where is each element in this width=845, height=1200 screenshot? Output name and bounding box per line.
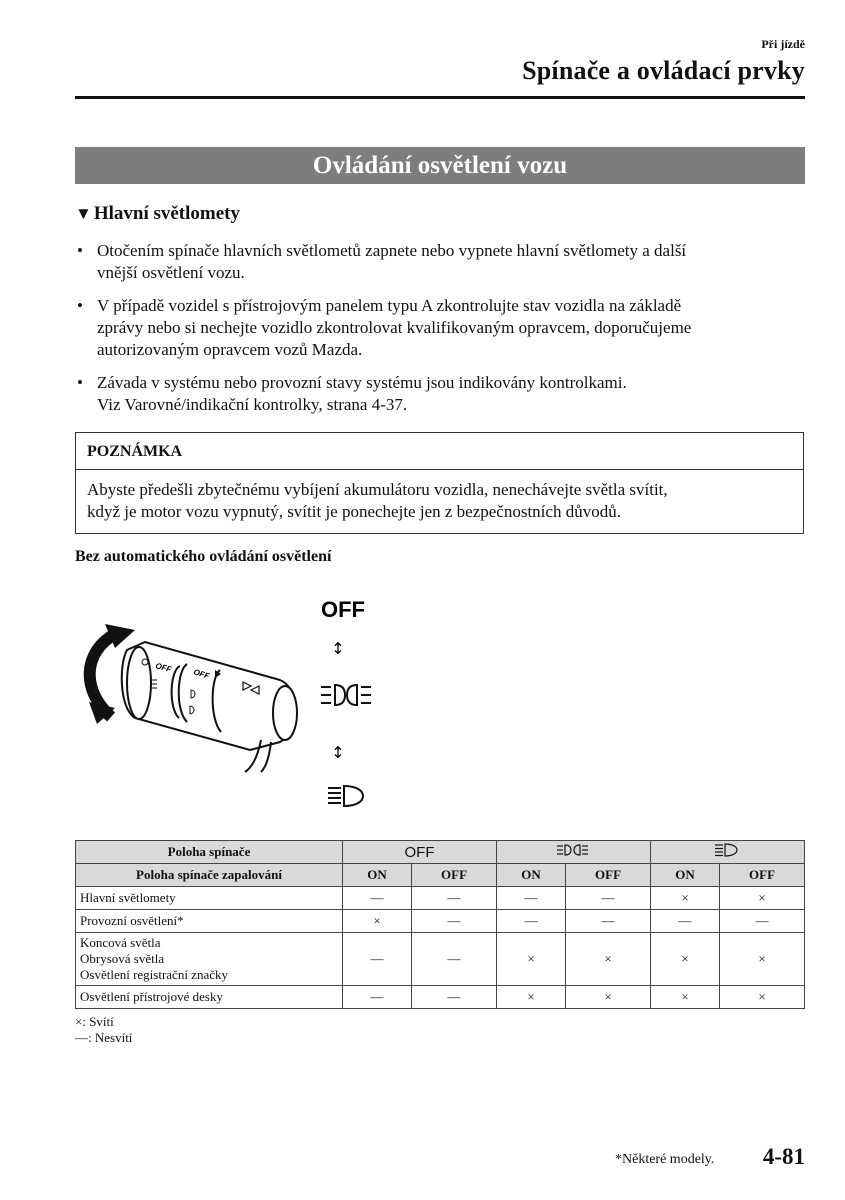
- table-cell: ×: [566, 933, 651, 986]
- table-row: [76, 841, 805, 864]
- ignition-state-cell: ON: [343, 864, 412, 887]
- stalk-off-label: OFF: [192, 667, 211, 681]
- table-legend: [75, 1014, 132, 1046]
- ignition-state-cell: ON: [496, 864, 565, 887]
- list-item: [75, 240, 805, 284]
- table-cell: ×: [566, 986, 651, 1009]
- table-row: [76, 864, 805, 887]
- table-cell: —: [720, 910, 805, 933]
- row-label-line: Koncová světla: [80, 935, 161, 950]
- row-label-line: Obrysová světla: [80, 951, 165, 966]
- table-cell: ×: [650, 933, 719, 986]
- position-headlight-header: [650, 841, 804, 864]
- subsection-title: Hlavní světlomety: [93, 203, 241, 224]
- note-line: když je motor vozu vypnutý, svítit je ponechejte jen z bezpečnostních důvodů.: [87, 502, 621, 521]
- row-label: Osvětlení přístrojové desky: [76, 986, 343, 1009]
- bullet-line: Otočením spínače hlavních světlometů zapnete nebo vypnete hlavní světlomety a další: [97, 241, 687, 260]
- headlight-icon: [714, 843, 740, 857]
- row-label-line: Osvětlení registrační značky: [80, 967, 228, 982]
- ignition-state-cell: OFF: [412, 864, 497, 887]
- footnote: *Některé modely.: [615, 1152, 715, 1167]
- up-down-arrow-icon: ↕: [331, 639, 345, 658]
- list-item: [75, 295, 805, 361]
- ignition-state-cell: OFF: [566, 864, 651, 887]
- headlight-switch-figure: [75, 590, 405, 820]
- table-cell: —: [412, 986, 497, 1009]
- table-row: [76, 933, 805, 986]
- running-head: Při jízdě: [761, 37, 805, 51]
- bullet-list: [75, 240, 805, 427]
- table-row: [76, 986, 805, 1009]
- table-cell: ×: [496, 986, 565, 1009]
- table-cell: ×: [343, 910, 412, 933]
- row-header: Poloha spínače zapalování: [76, 864, 343, 887]
- chapter-title: Spínače a ovládací prvky: [522, 56, 805, 85]
- parking-lights-icon: [321, 685, 371, 705]
- bullet-icon: •: [77, 296, 83, 315]
- up-down-arrow-icon: ↕: [331, 743, 345, 762]
- note-title: POZNÁMKA: [76, 433, 803, 470]
- legend-off: —: Nesvítí: [75, 1030, 133, 1045]
- note-box: [75, 432, 804, 534]
- parking-lights-icon: [556, 843, 590, 857]
- row-header: Poloha spínače: [76, 841, 343, 864]
- table-row: [76, 887, 805, 910]
- off-position-label: OFF: [321, 597, 365, 622]
- list-item: [75, 372, 805, 416]
- headlight-icon: [328, 786, 363, 806]
- ignition-state-cell: ON: [650, 864, 719, 887]
- table-cell: ×: [720, 933, 805, 986]
- row-label: Hlavní světlomety: [76, 887, 343, 910]
- table-cell: —: [343, 933, 412, 986]
- figure-caption: Bez automatického ovládání osvětlení: [75, 548, 332, 565]
- position-parking-header: [496, 841, 650, 864]
- bullet-line: vnější osvětlení vozu.: [97, 263, 245, 282]
- subsection-heading: [75, 203, 240, 225]
- bullet-line: Závada v systému nebo provozní stavy systému jsou indikovány kontrolkami.: [97, 373, 627, 392]
- table-cell: ×: [650, 986, 719, 1009]
- table-cell: —: [566, 910, 651, 933]
- ignition-state-cell: OFF: [720, 864, 805, 887]
- table-cell: —: [412, 887, 497, 910]
- bullet-line: V případě vozidel s přístrojovým panelem typu A zkontrolujte stav vozidla na základě: [97, 296, 682, 315]
- row-label: Provozní osvětlení*: [76, 910, 343, 933]
- bullet-line: Viz Varovné/indikační kontrolky, strana 4-37.: [97, 395, 408, 414]
- bullet-line: zprávy nebo si nechejte vozidlo zkontrolovat kvalifikovaným opravcem, doporučujeme: [97, 318, 692, 337]
- table-cell: ×: [496, 933, 565, 986]
- switch-position-table: [75, 840, 805, 1009]
- table-cell: —: [496, 887, 565, 910]
- table-cell: —: [566, 887, 651, 910]
- triangle-marker-icon: ▼: [75, 204, 92, 223]
- row-label: [76, 933, 343, 986]
- stalk-off-label: OFF: [154, 661, 173, 675]
- bullet-line: autorizovaným opravcem vozů Mazda.: [97, 340, 363, 359]
- bullet-icon: •: [77, 373, 83, 392]
- table-cell: —: [412, 910, 497, 933]
- table-cell: —: [343, 887, 412, 910]
- table-cell: ×: [720, 986, 805, 1009]
- legend-on: ×: Svítí: [75, 1014, 114, 1029]
- table-cell: —: [343, 986, 412, 1009]
- table-cell: ×: [720, 887, 805, 910]
- table-row: [76, 910, 805, 933]
- section-title: Ovládání osvětlení vozu: [75, 147, 805, 184]
- note-line: Abyste předešli zbytečnému vybíjení akumulátoru vozidla, nenechávejte světla svítit,: [87, 480, 668, 499]
- header-rule: [75, 96, 805, 99]
- table-cell: ×: [650, 887, 719, 910]
- headlight-switch-illustration: [75, 590, 405, 820]
- table-cell: —: [412, 933, 497, 986]
- note-text: [76, 470, 803, 523]
- position-off-header: OFF: [343, 841, 497, 864]
- page-number: 4-81: [762, 1144, 805, 1169]
- bullet-icon: •: [77, 241, 83, 260]
- table-cell: —: [496, 910, 565, 933]
- table-cell: —: [650, 910, 719, 933]
